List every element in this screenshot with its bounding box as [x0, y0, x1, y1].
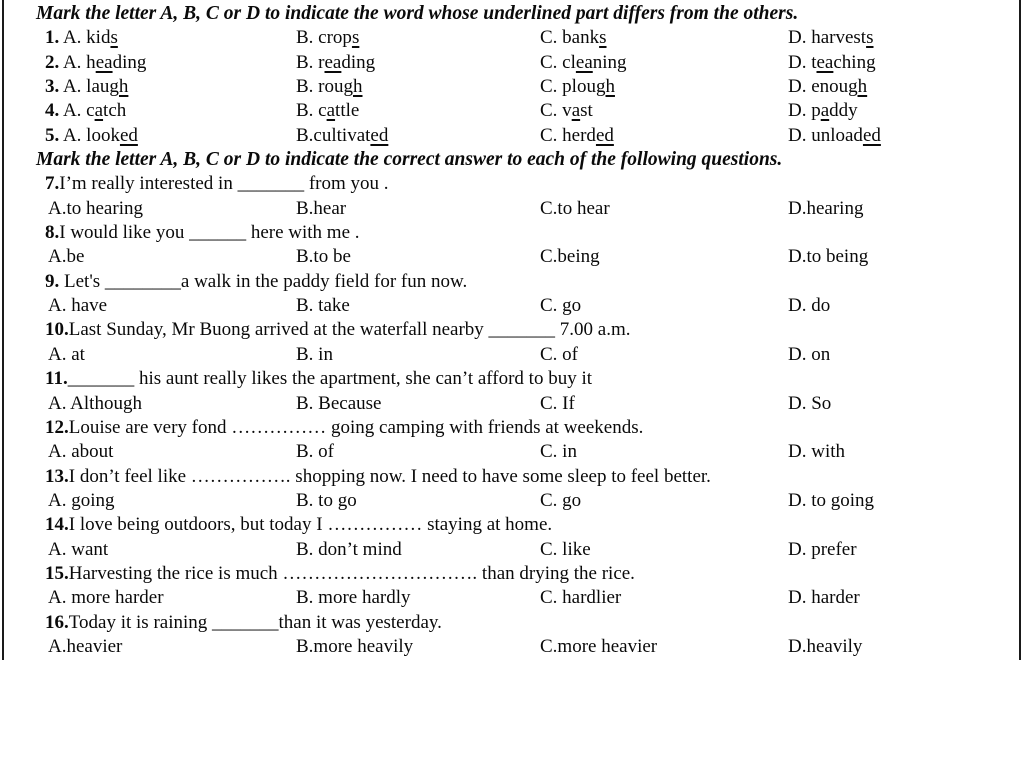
option-13a: A. going: [48, 489, 115, 511]
question-15: [0, 562, 1024, 586]
question-row-1: [0, 26, 1024, 50]
question-text: I love being outdoors, but today I …………… staying at home.: [68, 514, 553, 536]
option-12a: A. about: [48, 441, 114, 463]
question-text: _______ his aunt really likes the apartment, she can’t afford to buy it: [67, 368, 593, 390]
underlined-part: gh: [343, 76, 363, 98]
question-13: [0, 465, 1024, 489]
underlined-part: gh: [595, 76, 615, 98]
option-10a: A. at: [48, 343, 85, 365]
underlined-part: s: [110, 27, 118, 49]
question-14-options: [0, 538, 1024, 562]
question-text: I would like you ______ here with me .: [59, 222, 360, 244]
document-body: [0, 2, 1024, 659]
question-number: 9.: [45, 270, 60, 292]
option-9c: C. go: [540, 295, 582, 317]
option-1b: B. crops: [296, 27, 360, 49]
question-16-options: [0, 635, 1024, 659]
option-12c: C. in: [540, 441, 577, 463]
option-15b: B. more hardly: [296, 587, 411, 609]
question-text: Last Sunday, Mr Buong arrived at the waterfall nearby _______ 7.00 a.m.: [68, 319, 631, 341]
option-7b: B.hear: [296, 197, 347, 219]
question-text: Let's ________a walk in the paddy field for fun now.: [59, 270, 468, 292]
question-row-4: [0, 99, 1024, 123]
question-number: 7.: [45, 173, 60, 195]
option-9b: B. take: [296, 295, 350, 317]
option-7d: D.hearing: [788, 197, 864, 219]
option-12b: B. of: [296, 441, 334, 463]
question-7-options: [0, 197, 1024, 221]
question-15-options: [0, 586, 1024, 610]
option-3a: 3. A. laugh: [45, 76, 129, 98]
underlined-part: ed: [119, 124, 138, 146]
option-8b: B.to be: [296, 246, 351, 268]
option-1a: 1. A. kids: [45, 27, 118, 49]
option-14d: D. prefer: [788, 538, 857, 560]
question-number: 16.: [45, 611, 69, 633]
question-16: [0, 611, 1024, 635]
question-10-options: [0, 343, 1024, 367]
underlined-part: s: [599, 27, 607, 49]
underlined-part: ea: [324, 51, 342, 73]
question-number: 2.: [45, 51, 60, 73]
question-12: [0, 416, 1024, 440]
option-15d: D. harder: [788, 587, 860, 609]
underlined-part: s: [351, 27, 360, 49]
option-3d: D. enough: [788, 76, 868, 98]
option-9a: A. have: [48, 295, 108, 317]
option-10d: D. on: [788, 343, 831, 365]
option-3b: B. rough: [296, 76, 363, 98]
underlined-part: a: [571, 100, 581, 122]
question-number: 10.: [45, 319, 69, 341]
underlined-part: a: [326, 100, 336, 122]
option-3c: C. plough: [540, 76, 615, 98]
question-number: 3.: [45, 76, 60, 98]
option-2d: D. teaching: [788, 51, 876, 73]
option-2b: B. reading: [296, 51, 376, 73]
option-5d: D. unloaded: [788, 124, 881, 146]
underlined-part: gh: [109, 76, 129, 98]
question-11: [0, 367, 1024, 391]
question-11-options: [0, 392, 1024, 416]
option-11d: D. So: [788, 392, 832, 414]
option-4b: B. cattle: [296, 100, 360, 122]
option-11b: B. Because: [296, 392, 382, 414]
question-text: Louise are very fond …………… going camping with friends at weekends.: [68, 416, 644, 438]
question-number: 12.: [45, 416, 69, 438]
question-number: 11.: [45, 368, 68, 390]
question-text: I’m really interested in _______ from you .: [59, 173, 389, 195]
option-15c: C. hardlier: [540, 587, 622, 609]
option-16c: C.more heavier: [540, 635, 658, 657]
option-16d: D.heavily: [788, 635, 863, 657]
question-row-3: [0, 75, 1024, 99]
option-9d: D. do: [788, 295, 831, 317]
underlined-part: ed: [862, 124, 881, 146]
option-1c: C. banks: [540, 27, 607, 49]
option-14a: A. want: [48, 538, 109, 560]
option-8a: A.be: [48, 246, 85, 268]
underlined-part: ea: [575, 51, 593, 73]
option-13d: D. to going: [788, 489, 875, 511]
option-10c: C. of: [540, 343, 578, 365]
question-9: [0, 270, 1024, 294]
question-8: [0, 221, 1024, 245]
option-5a: 5. A. looked: [45, 124, 138, 146]
question-text: Today it is raining _______than it was yesterday.: [68, 611, 442, 633]
question-8-options: [0, 245, 1024, 269]
question-12-options: [0, 440, 1024, 464]
question-13-options: [0, 489, 1024, 513]
option-12d: D. with: [788, 441, 845, 463]
underlined-part: ea: [816, 51, 834, 73]
option-16b: B.more heavily: [296, 635, 414, 657]
question-number: 1.: [45, 27, 60, 49]
option-13b: B. to go: [296, 489, 357, 511]
question-text: I don’t feel like ……………. shopping now. I need to have some sleep to feel better.: [68, 465, 711, 487]
question-row-5: [0, 124, 1024, 148]
question-number: 4.: [45, 100, 60, 122]
option-8d: D.to being: [788, 246, 869, 268]
option-8c: C.being: [540, 246, 600, 268]
question-7: [0, 172, 1024, 196]
option-5c: C. herded: [540, 124, 614, 146]
option-7a: A.to hearing: [48, 197, 143, 219]
option-11c: C. If: [540, 392, 575, 414]
question-number: 8.: [45, 222, 60, 244]
underlined-part: s: [866, 27, 874, 49]
question-number: 5.: [45, 124, 60, 146]
option-2c: C. cleaning: [540, 51, 627, 73]
option-16a: A.heavier: [48, 635, 123, 657]
question-number: 13.: [45, 465, 69, 487]
underlined-part: ea: [95, 51, 113, 73]
question-row-2: [0, 51, 1024, 75]
question-number: 15.: [45, 562, 69, 584]
option-15a: A. more harder: [48, 587, 164, 609]
question-9-options: [0, 294, 1024, 318]
option-13c: C. go: [540, 489, 582, 511]
option-2a: 2. A. heading: [45, 51, 147, 73]
option-5b: B.cultivated: [296, 124, 389, 146]
underlined-part: ed: [370, 124, 389, 146]
underlined-part: a: [94, 100, 104, 122]
question-10: [0, 318, 1024, 342]
underlined-part: ed: [595, 124, 614, 146]
option-7c: C.to hear: [540, 197, 610, 219]
section1-header: Mark the letter A, B, C or D to indicate the word whose underlined part differs from the others.: [36, 3, 799, 24]
option-11a: A. Although: [48, 392, 142, 414]
option-4a: 4. A. catch: [45, 100, 127, 122]
option-10b: B. in: [296, 343, 333, 365]
option-4c: C. vast: [540, 100, 593, 122]
underlined-part: gh: [848, 76, 868, 98]
option-4d: D. paddy: [788, 100, 858, 122]
section2-header: Mark the letter A, B, C or D to indicate the correct answer to each of the following questions.: [36, 149, 783, 171]
underlined-part: a: [820, 100, 830, 122]
option-14c: C. like: [540, 538, 591, 560]
question-number: 14.: [45, 514, 69, 536]
option-1d: D. harvests: [788, 27, 874, 49]
question-text: Harvesting the rice is much …………………………. than drying the rice.: [68, 562, 635, 584]
question-14: [0, 513, 1024, 537]
option-14b: B. don’t mind: [296, 538, 402, 560]
